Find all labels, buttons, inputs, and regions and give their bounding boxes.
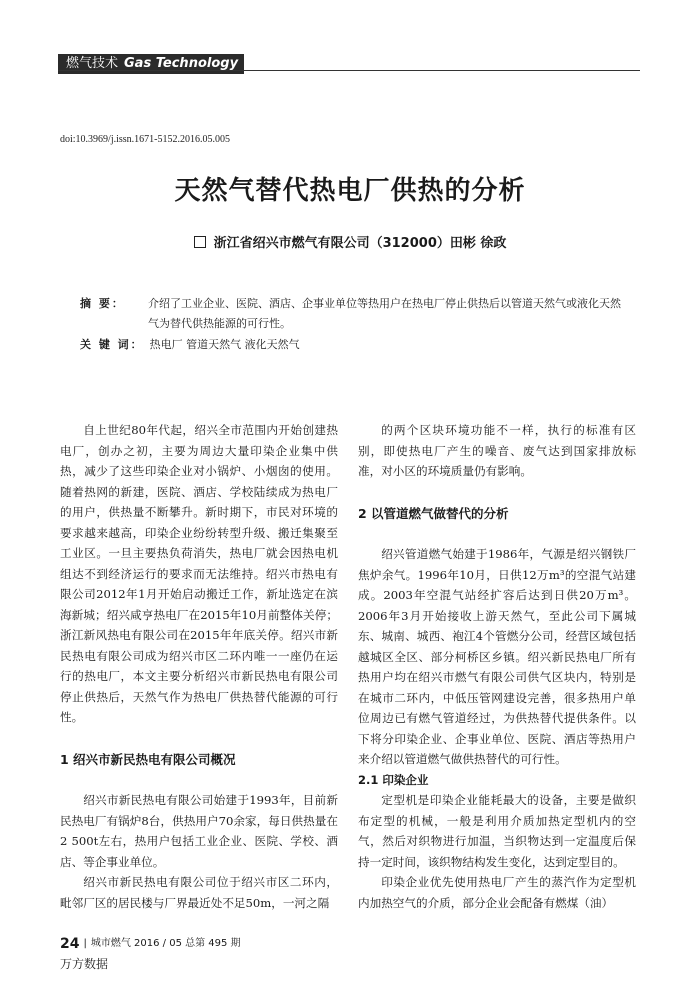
keywords [80, 336, 300, 352]
watermark: 万方数据 [60, 957, 109, 971]
abstract-label: 摘 要： [80, 297, 125, 310]
abstract-text: 介绍了工业企业、医院、酒店、企事业单位等热用户在热电厂停止供热后以管道天然气或液化天然气为替代供热能源的可行性。 [148, 297, 621, 330]
right-column [358, 420, 636, 913]
page-number: 24 [60, 936, 80, 952]
journal-info: 城市燃气 2016 / 05 总第 495 期 [90, 938, 241, 949]
authors-text: 浙江省绍兴市燃气有限公司（312000）田彬 徐政 [213, 236, 507, 251]
paragraph: 绍兴市新民热电有限公司始建于1993年，目前新民热电厂有锅炉8台，供热用户70余家，每日供热量在2 500t左右，热用户包括工业企业、医院、学校、酒店、等企事业单位。 [60, 793, 338, 869]
header-rule [58, 70, 640, 71]
abstract [80, 294, 625, 334]
paragraph: 绍兴管道燃气始建于1986年，气源是绍兴钢铁厂焦炉余气。1996年10月，日供12万m³的空混气站建成。2003年空混气站经扩容后达到日供20万m³。2006年3月开始接收上游天然气，至此公司下属城东、城南、城西、袍江4个管燃分公司，经营区域包括越城区全区、部分柯桥区乡镇。绍兴新民热电厂所有热用户均在绍兴市燃气有限公司供气区块内，特别是在城市二环内，中低压管网建设完善，很多热用户单位周边已有燃气管道经过，为供热替代提供条件。以下将分印染企业、企事业单位、医院、酒店等热用户来介绍以管道燃气做供热替代的可行性。 [358, 547, 636, 766]
section-heading-2: 2 以管道燃气做替代的分析 [358, 505, 509, 521]
page-footer: 24 | 城市燃气 2016 / 05 总第 495 期 [60, 936, 241, 952]
article-title: 天然气替代热电厂供热的分析 [174, 176, 526, 206]
keywords-label: 关 键 词： [80, 338, 144, 351]
doi: doi:10.3969/j.issn.1671-5152.2016.05.005 [60, 134, 231, 145]
section-banner [58, 54, 244, 74]
checkbox-square-icon [194, 236, 206, 248]
author-line [0, 232, 700, 251]
paragraph: 的两个区块环境功能不一样，执行的标准有区别，即使热电厂产生的噪音、废气达到国家排放标准，对小区的环境质量仍有影响。 [358, 423, 636, 478]
section-heading-1: 1 绍兴市新民热电有限公司概况 [60, 751, 236, 767]
subsection-heading-2-1: 2.1 印染企业 [358, 772, 429, 787]
section-label-cn: 燃气技术 [66, 56, 119, 71]
keywords-text: 热电厂 管道天然气 液化天然气 [149, 338, 300, 351]
paragraph: 自上世纪80年代起，绍兴全市范围内开始创建热电厂，创办之初，主要为周边大量印染企业集中供热，减少了这些印染企业对小锅炉、小烟囱的使用。随着热网的新建，医院、酒店、学校陆续成为热电厂的用户，供热量不断攀升。新时期下，市民对环境的要求越来越高，印染企业纷纷转型升级、搬迁集聚至工业区。一旦主要热负荷消失，热电厂就会因热电机组达不到经济运行的要求而无法维持。绍兴市热电有限公司2012年1月开始启动搬迁工作，新址选定在滨海新城；绍兴咸亨热电厂在2015年10月前整体关停；浙江新风热电有限公司在2015年年底关停。绍兴市新民热电有限公司成为绍兴市区二环内唯一一座仍在运行的热电厂，本文主要分析绍兴市新民热电有限公司停止供热后，天然气作为热电厂供热替代能源的可行性。 [60, 423, 338, 724]
paragraph: 绍兴市新民热电有限公司位于绍兴市区二环内，毗邻厂区的居民楼与厂界最近处不足50m，一河之隔 [60, 875, 338, 910]
paragraph: 定型机是印染企业能耗最大的设备，主要是做织布定型的机械，一般是利用介质加热定型机内的空气，然后对织物进行加温，当织物达到一定温度后保持一定时间，该织物结构发生变化，达到定型目的。 [358, 793, 636, 869]
paragraph: 印染企业优先使用热电厂产生的蒸汽作为定型机内加热空气的介质，部分企业会配备有燃煤（油） [358, 875, 636, 910]
section-label-en: Gas Technology [124, 56, 239, 71]
left-column [60, 420, 338, 913]
